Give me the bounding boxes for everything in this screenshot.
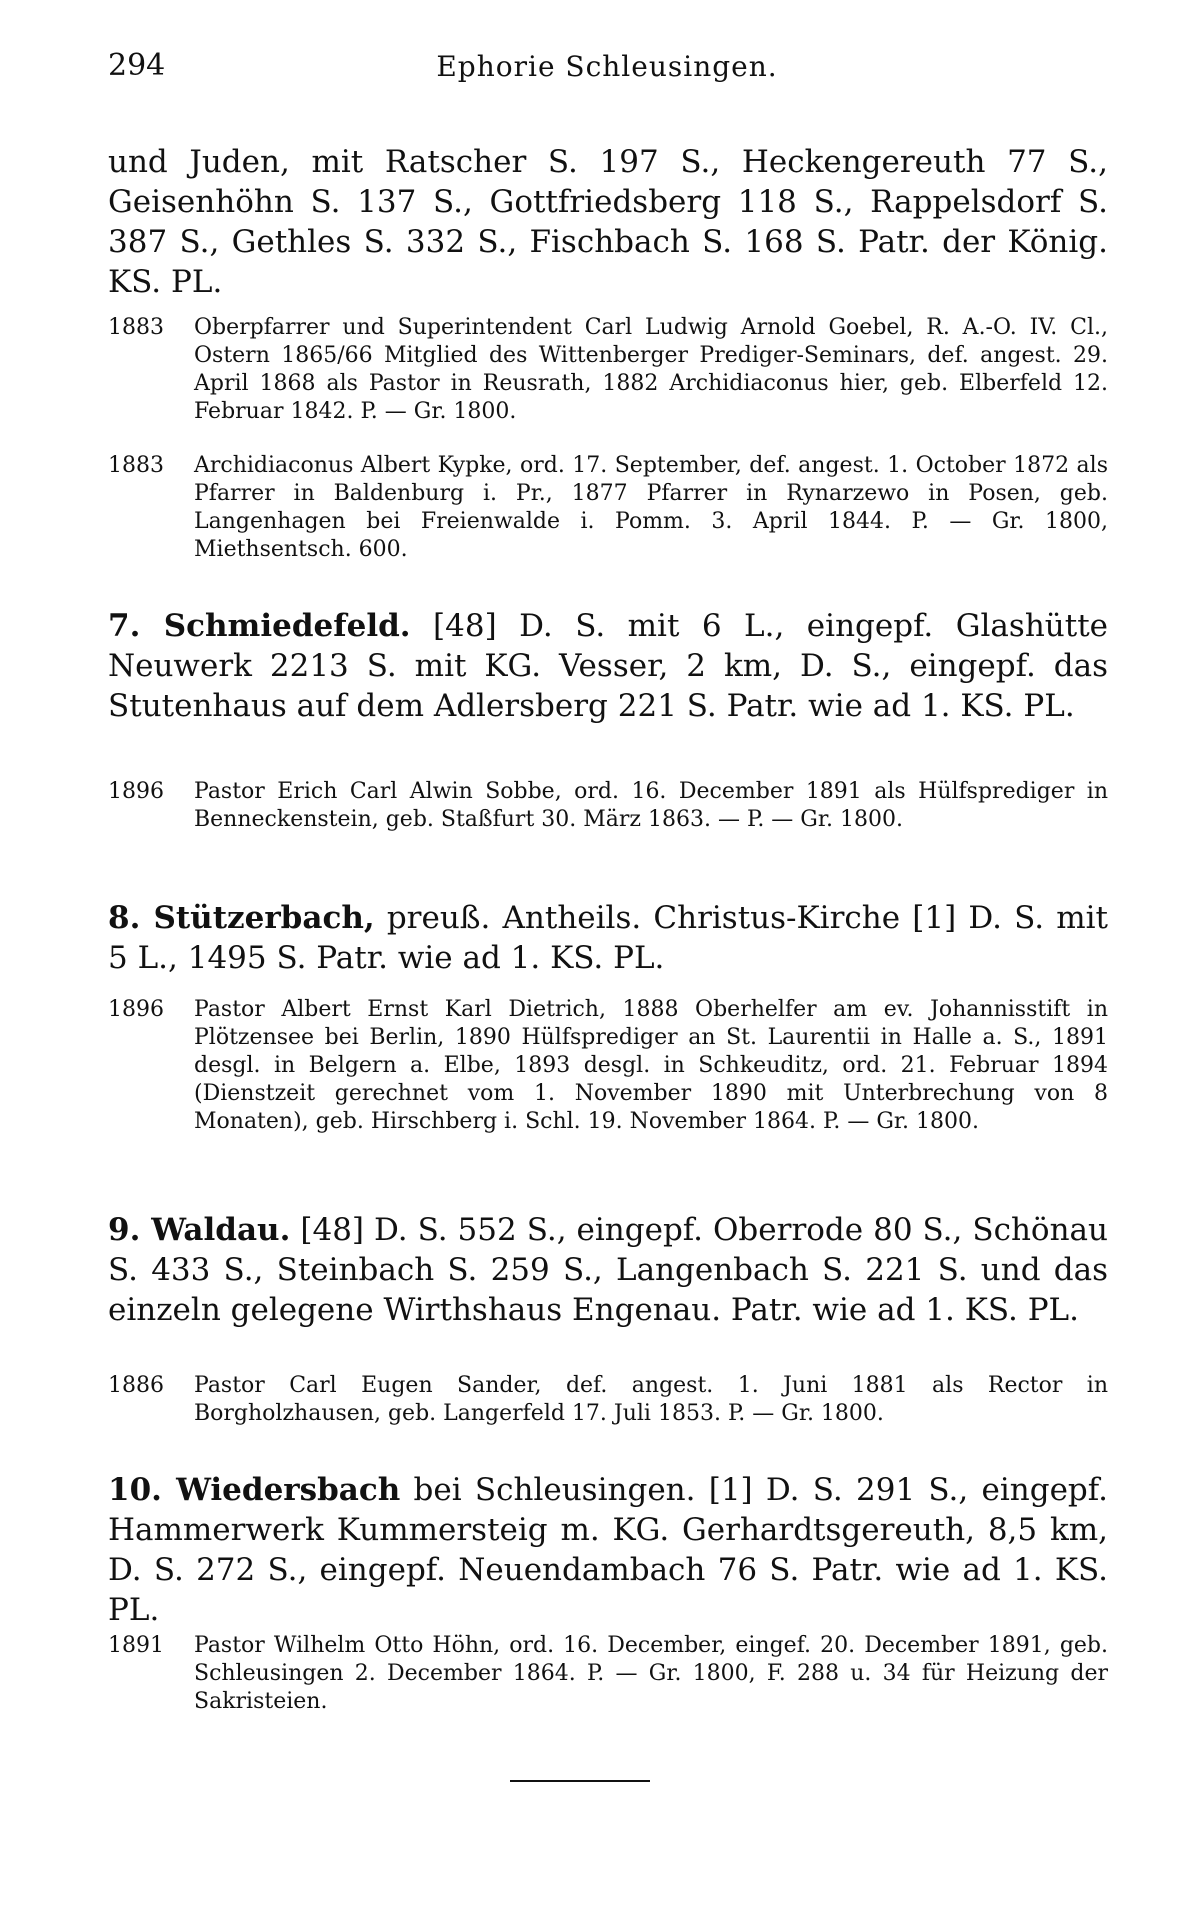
pastor-year: 1883 — [108, 315, 164, 340]
pastor-text: Oberpfarrer und Superintendent Carl Ludwig Arnold Goebel, R. A.-O. IV. Cl., Ostern 1865/66 Mitglied des Wittenberger Prediger-Seminars, def. angest. 29. April 1868 als Pastor in Reusrath, 1882 Archidiaconus hier, geb. Elberfeld 12. Februar 1842. P. — Gr. 1800. — [194, 315, 1108, 424]
pastor-entry — [108, 996, 1108, 1136]
parish-text: und Juden, mit Ratscher S. 197 S., Heckengereuth 77 S., Geisenhöhn S. 137 S., Gottfriedsberg 118 S., Rappelsdorf S. 387 S., Gethles S. 332 S., Fischbach S. 168 S. Patr. der König. KS. PL. — [108, 144, 1108, 300]
end-rule — [510, 1780, 650, 1782]
page-number: 294 — [108, 48, 166, 83]
pastor-text: Pastor Albert Ernst Karl Dietrich, 1888 Oberhelfer am ev. Johannisstift in Plötzensee bei Berlin, 1890 Hülfsprediger an St. Laurentii in Halle a. S., 1891 desgl. in Belgern a. Elbe, 1893 desgl. in Schkeuditz, ord. 21. Februar 1894 (Dienstzeit gerechnet vom 1. November 1890 mit Unterbrechung von 8 Monaten), geb. Hirschberg i. Schl. 19. November 1864. P. — Gr. 1800. — [194, 997, 1108, 1134]
pastor-entry — [108, 1372, 1108, 1428]
pastor-entry — [108, 452, 1108, 564]
pastor-text: Pastor Erich Carl Alwin Sobbe, ord. 16. December 1891 als Hülfsprediger in Benneckenstein, geb. Staßfurt 30. März 1863. — P. — Gr. 1800. — [194, 779, 1108, 832]
pastor-text: Archidiaconus Albert Kypke, ord. 17. September, def. angest. 1. October 1872 als Pfarrer in Baldenburg i. Pr., 1877 Pfarrer in Rynarzewo in Posen, geb. Langenhagen bei Freienwalde i. Pomm. 3. April 1844. P. — Gr. 1800, Miethsentsch. 600. — [194, 453, 1108, 562]
parish-name: 8. Stützerbach, — [108, 900, 375, 936]
parish-paragraph-wiedersbach — [108, 1470, 1108, 1630]
parish-text: preuß. Antheils. Christus-Kirche [1] D. S. mit 5 L., 1495 S. Patr. wie ad 1. KS. PL. — [108, 900, 1108, 976]
parish-paragraph-schmiedefeld — [108, 606, 1108, 726]
parish-name: 10. Wiedersbach — [108, 1472, 401, 1508]
pastor-text: Pastor Wilhelm Otto Höhn, ord. 16. December, eingef. 20. December 1891, geb. Schleusingen 2. December 1864. P. — Gr. 1800, F. 288 u. 34 für Heizung der Sakristeien. — [194, 1633, 1108, 1714]
pastor-text: Pastor Carl Eugen Sander, def. angest. 1. Juni 1881 als Rector in Borgholzhausen, geb. Langerfeld 17. Juli 1853. P. — Gr. 1800. — [194, 1373, 1108, 1426]
parish-paragraph-continuation — [108, 142, 1108, 302]
parish-paragraph-waldau — [108, 1210, 1108, 1330]
pastor-year: 1883 — [108, 453, 164, 478]
pastor-entry — [108, 778, 1108, 834]
page-header — [108, 48, 1106, 92]
pastor-year: 1891 — [108, 1633, 164, 1658]
pastor-year: 1886 — [108, 1373, 164, 1398]
pastor-entry — [108, 314, 1108, 426]
parish-paragraph-stuetzerbach — [108, 898, 1108, 978]
parish-name: 9. Waldau. — [108, 1212, 291, 1248]
pastor-year: 1896 — [108, 997, 164, 1022]
parish-name: 7. Schmiedefeld. — [108, 608, 411, 644]
pastor-entry — [108, 1632, 1108, 1716]
pastor-year: 1896 — [108, 779, 164, 804]
running-title: Ephorie Schleusingen. — [436, 50, 778, 83]
parish-text: bei Schleusingen. [1] D. S. 291 S., eingepf. Hammerwerk Kummersteig m. KG. Gerhardtsgereuth, 8,5 km, D. S. 272 S., eingepf. Neuendambach 76 S. Patr. wie ad 1. KS. PL. — [108, 1472, 1109, 1628]
parish-text: [48] D. S. mit 6 L., eingepf. Glashütte Neuwerk 2213 S. mit KG. Vesser, 2 km, D. S., eingepf. das Stutenhaus auf dem Adlersberg 221 S. Patr. wie ad 1. KS. PL. — [108, 608, 1109, 724]
parish-text: [48] D. S. 552 S., eingepf. Oberrode 80 S., Schönau S. 433 S., Steinbach S. 259 S., Langenbach S. 221 S. und das einzeln gelegene Wirthshaus Engenau. Patr. wie ad 1. KS. PL. — [108, 1212, 1109, 1328]
